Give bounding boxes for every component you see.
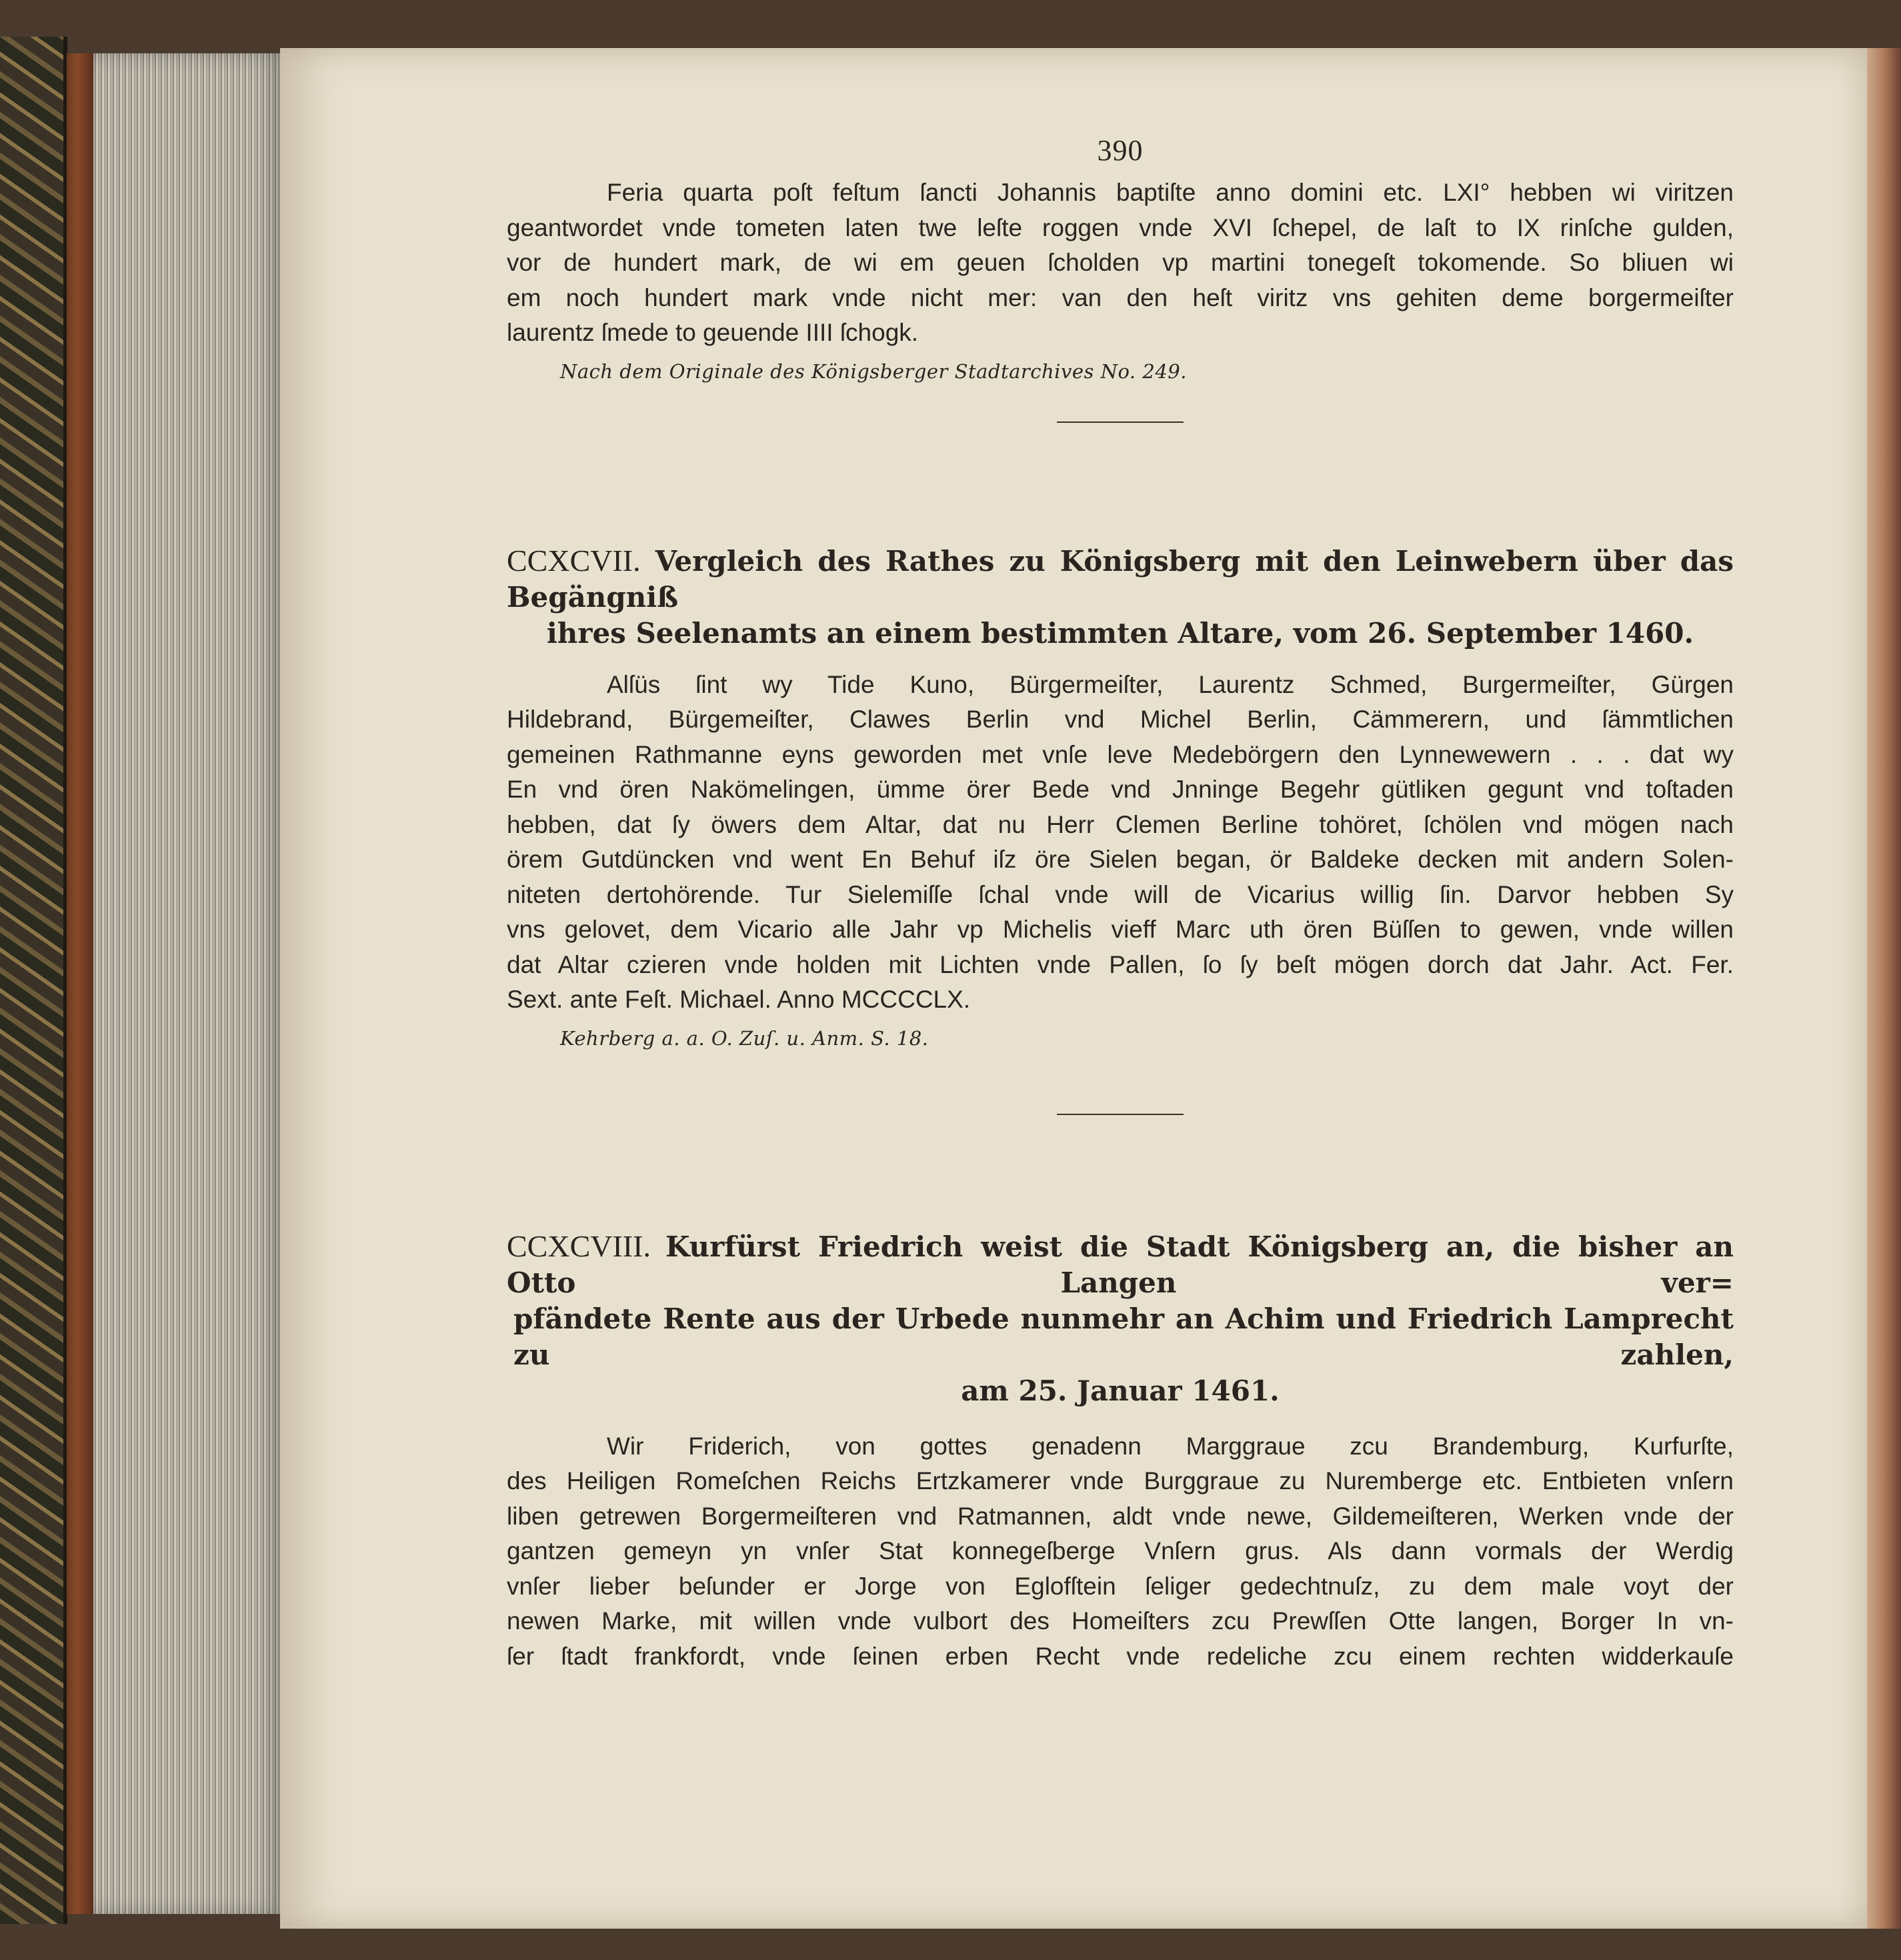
text-line: hebben, dat ſy öwers dem Altar, dat nu Herr Clemen Berline tohöret, ſchölen vnd mögen nach	[507, 810, 1734, 838]
text-line: vnſer lieber beſunder er Jorge von Eglofſtein ſeliger gedechtnuſz, zu dem male voyt der	[507, 1572, 1734, 1600]
book-binding	[67, 53, 93, 1914]
document-heading	[507, 1228, 1734, 1409]
source-note: Nach dem Originale des Königsberger Stadtarchives No. 249.	[560, 359, 1187, 383]
document-number: CCXCVII.	[507, 543, 641, 578]
text-line: gemeinen Rathmanne eyns geworden met vnſe leve Medebörgern den Lynnewewern . . . dat wy	[507, 740, 1734, 768]
text-line: laurentz ſmede to geuende IIII ſchogk.	[507, 319, 919, 346]
text-line: Hildebrand, Bürgemeiſter, Clawes Berlin vnd Michel Berlin, Cämmerern, und ſämmtlichen	[507, 706, 1734, 733]
text-line: em noch hundert mark vnde nicht mer: van den heſt viritz vns gehiten deme borgermeiſter	[507, 283, 1734, 311]
document-298	[507, 1228, 1734, 1675]
text-line: örem Gutdüncken vnd went En Behuf iſz öre Sielen began, ör Baldeke decken mit andern Solen-	[507, 846, 1734, 873]
text-line: geantwordet vnde tometen laten twe leſte roggen vnde XVI ſchepel, de laſt to IX rinſche gulden,	[507, 213, 1734, 241]
document-297	[507, 543, 1734, 1050]
text-line: Feria quarta poſt feſtum ſancti Johannis baptiſte anno domini etc. LXI° hebben wi viritzen	[607, 179, 1734, 206]
book-cover-marbled	[0, 37, 67, 1924]
text-line: dat Altar czieren vnde holden mit Lichten vnde Pallen, ſo ſy beſt mögen dorch dat Jahr. Act. Fer.	[507, 950, 1734, 978]
page-number: 390	[1097, 134, 1144, 167]
document-title-line: ihres Seelenamts an einem bestimmten Altare, vom 26. September 1460.	[546, 616, 1694, 650]
text-line: niteten dertohörende. Tur Sielemiſſe ſchal vnde will de Vicarius willig ſin. Darvor hebben Sy	[507, 880, 1734, 908]
source-note: Kehrberg a. a. O. Zuſ. u. Anm. S. 18.	[560, 1026, 929, 1050]
text-line: Wir Friderich, von gottes genadenn Marggraue zcu Brandemburg, Kurfurſte,	[607, 1432, 1734, 1460]
text-line: liben getrewen Borgermeiſteren vnd Ratmannen, aldt vnde newe, Gildemeiſteren, Werken vnde der	[507, 1502, 1734, 1530]
document-number: CCXCVIII.	[507, 1228, 651, 1263]
page-edges	[93, 53, 287, 1914]
text-line: des Heiligen Romeſchen Reichs Ertzkamerer vnde Burggraue zu Nuremberge etc. Entbieten vnſern	[507, 1467, 1734, 1495]
document-title-line: pfändete Rente aus der Urbede nunmehr an Achim und Friedrich Lamprecht zu zahlen,	[513, 1302, 1734, 1371]
text-block-1	[507, 175, 1734, 383]
text-line: En vnd ören Nakömelingen, ümme örer Bede vnd Jnninge Begehr gütliken gegunt vnd toſtaden	[507, 776, 1734, 803]
text-line: Alſüs ſint wy Tide Kuno, Bürgermeiſter, Laurentz Schmed, Burgermeiſter, Gürgen	[607, 670, 1734, 698]
text-line: ſer ſtadt frankfordt, vnde ſeinen erben Recht vnde redeliche zcu einem rechten widderkauſe	[507, 1642, 1734, 1670]
right-page-edge	[1867, 48, 1901, 1929]
text-line: vns gelovet, dem Vicario alle Jahr vp Michelis vieff Marc uth ören Büſſen to gewen, vnde willen	[507, 916, 1734, 943]
document-title-line: Vergleich des Rathes zu Königsberg mit den Leinwebern über das Begängniß	[507, 544, 1734, 614]
text-line: Sext. ante Feſt. Michael. Anno MCCCCLX.	[507, 986, 971, 1013]
document-title-line: am 25. Januar 1461.	[961, 1374, 1280, 1407]
page-content	[507, 133, 1734, 1674]
text-line: gantzen gemeyn yn vnſer Stat konnegeſberge Vnſern grus. Als dann vormals der Werdig	[507, 1537, 1734, 1565]
text-line: vor de hundert mark, de wi em geuen ſcholden vp martini tonegeſt tokomende. So bliuen wi	[507, 249, 1734, 276]
document-title-line: Kurfürst Friedrich weist die Stadt Königsberg an, die bisher an Otto Langen ver=	[507, 1230, 1734, 1299]
text-line: newen Marke, mit willen vnde vulbort des Homeiſters zcu Prewſſen Otte langen, Borger In vn-	[507, 1607, 1734, 1635]
document-heading	[507, 543, 1734, 652]
